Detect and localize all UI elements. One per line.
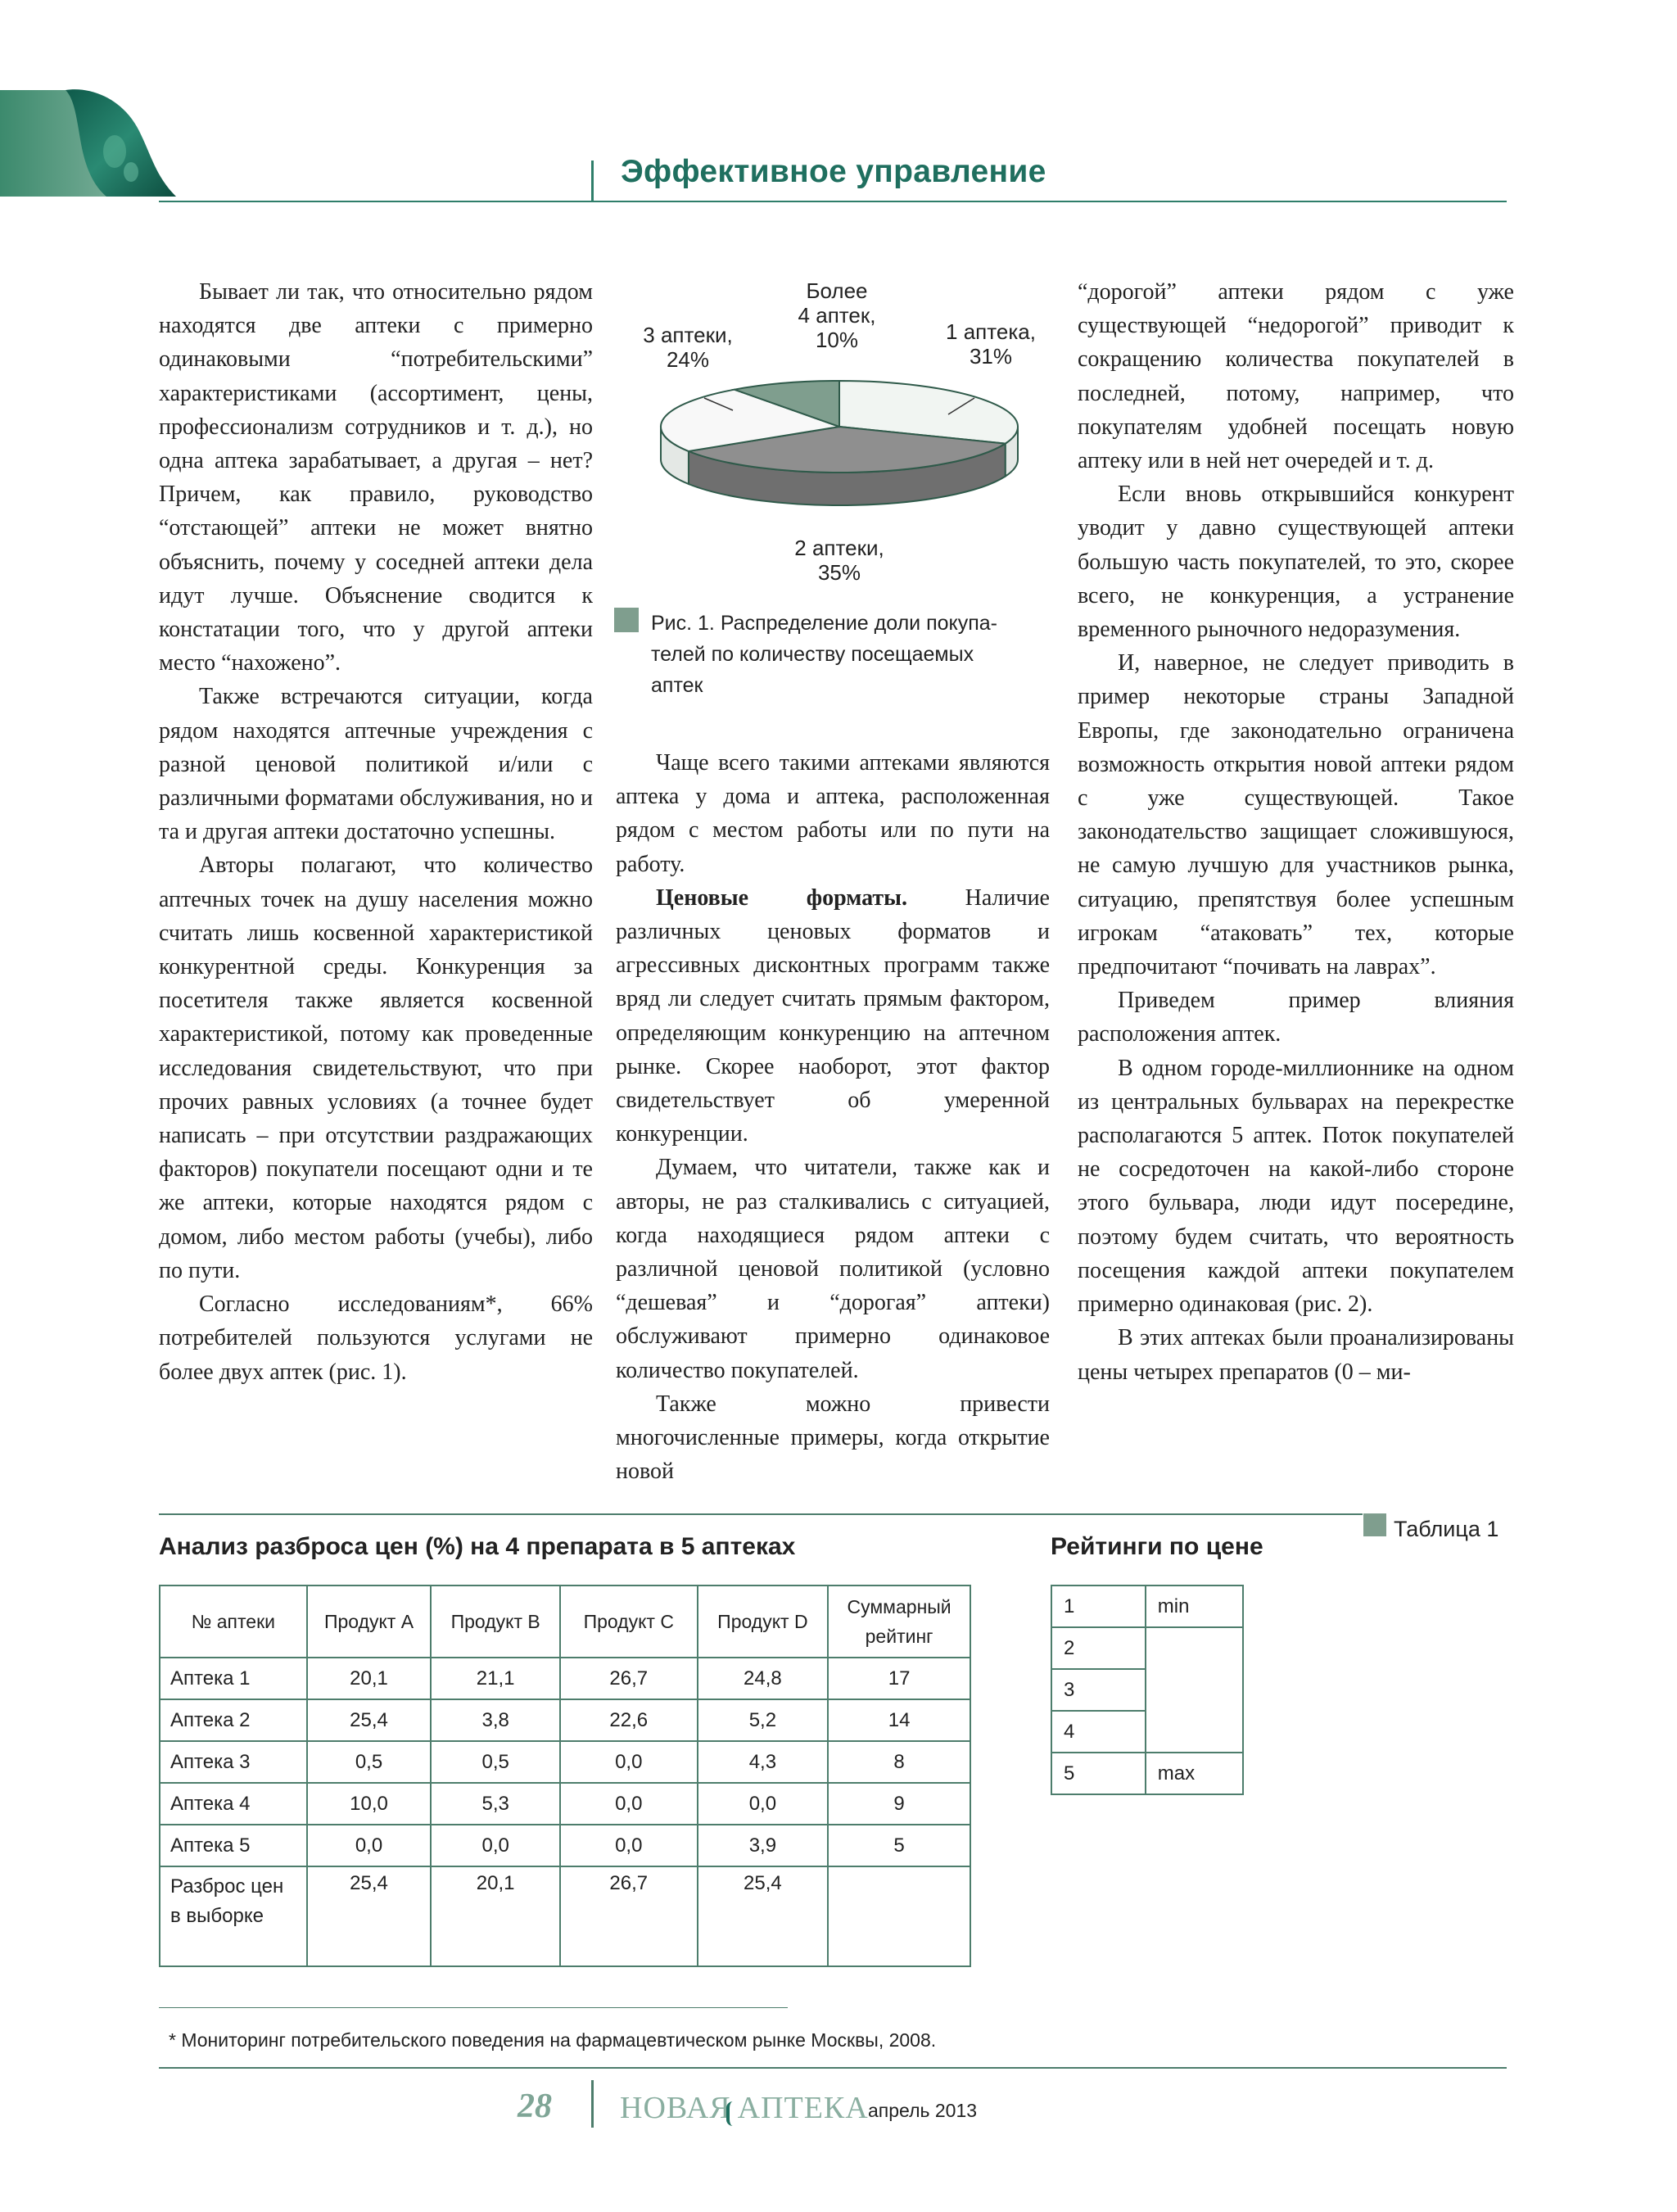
table-row (160, 1825, 970, 1866)
paragraph (616, 881, 1050, 1151)
table-row-spread (160, 1866, 970, 1966)
table-cell: 26,7 (560, 1866, 698, 1966)
section-title: Эффективное управление (621, 154, 1046, 189)
table-cell: 5,2 (698, 1699, 829, 1741)
table-cell: 24,8 (698, 1658, 829, 1699)
paragraph: Приведем пример влияния расположения аптек. (1078, 988, 1514, 1047)
table-cell: 0,0 (560, 1741, 698, 1783)
rank-cell: 4 (1051, 1711, 1146, 1753)
article-column-1 (159, 275, 593, 1389)
table-cell: 0,5 (431, 1741, 560, 1783)
table-cell: 3,9 (698, 1825, 829, 1866)
brand-word: НОВАЯ (620, 2091, 731, 2125)
pie-label-line: 31% (969, 344, 1013, 369)
paragraph: “дорогой” аптеки рядом с уже существующей “недорогой” приводит к сокращению количества покупателей в последней, потому, например, что покупателям удобней посещать новую аптеку или в ней нет очередей и т. д. (1078, 279, 1514, 474)
paragraph: Если вновь открывшийся конкурент уводит у давно существующей аптеки большую часть покупателей, то это, скорее всего, не конкуренция, а устранение временного рыночного недоразумения. (1078, 482, 1514, 643)
table-label-marker (1363, 1513, 1386, 1536)
table-cell: Аптека 4 (160, 1783, 307, 1825)
article-column-2 (616, 746, 1050, 1488)
table-cell: 5,3 (431, 1783, 560, 1825)
pie-chart (622, 275, 1056, 595)
table-cell: 25,4 (698, 1866, 829, 1966)
table-cell: 25,4 (307, 1866, 432, 1966)
footnote: * Мониторинг потребительского поведения на фармацевтическом рынке Москвы, 2008. (169, 2029, 937, 2051)
table-cell: 9 (828, 1783, 970, 1825)
pie-label-3 (798, 278, 876, 352)
pie-label-2 (643, 323, 732, 372)
paragraph: Согласно исследованиям*, 66% потребителей пользуются услугами не более двух аптек (рис. 1). (159, 1291, 593, 1385)
column-header: Продукт С (560, 1585, 698, 1658)
paragraph-text: Наличие различных ценовых форматов и агрессивных дисконтных программ также вряд ли следует считать прямым фактором, определяющим конкуренцию на аптечном рынке. Скорее наоборот, этот фактор свидетельствует об умеренной конкуренции. (616, 884, 1050, 1147)
issue-date: апрель 2013 (868, 2100, 978, 2121)
table-row (160, 1741, 970, 1783)
column-header: № аптеки (160, 1585, 307, 1658)
footer-divider (591, 2080, 594, 2128)
table-cell: Аптека 3 (160, 1741, 307, 1783)
table-cell: 0,0 (431, 1825, 560, 1866)
table-cell: 20,1 (431, 1866, 560, 1966)
pie-label-line: 2 аптеки, (794, 536, 884, 560)
table-cell: 17 (828, 1658, 970, 1699)
table-cell: 0,5 (307, 1741, 432, 1783)
paragraph: И, наверное, не следует приводить в пример некоторые страны Западной Европы, где законодательно ограничена возможность открытия новой аптеки рядом с уже существующей. Такое законодательство защищает сложившуюся, не самую лучшую для участников рынка, ситуацию, препятствуя более успешным игрокам “атаковать” тех, которые предпочитают “почивать на лаврах”. (1078, 650, 1514, 980)
table-cell (828, 1866, 970, 1966)
table-cell: Аптека 1 (160, 1658, 307, 1699)
table-row (1051, 1627, 1243, 1669)
paragraph: Чаще всего такими аптеками являются аптека у дома и аптека, расположенная рядом с местом работы или по пути на работу. (616, 750, 1050, 877)
rank-label-cell: max (1146, 1753, 1243, 1794)
caption-line: телей по количеству посещаемых (651, 643, 974, 666)
table-cell: 0,0 (698, 1783, 829, 1825)
caption-line: Рис. 1. Распределение доли покупа- (651, 612, 998, 635)
table-header-row (160, 1585, 970, 1658)
table-cell: 21,1 (431, 1658, 560, 1699)
rating-table (1051, 1585, 1244, 1795)
rank-cell: 2 (1051, 1627, 1146, 1669)
table-cell: 0,0 (560, 1825, 698, 1866)
table-cell: 14 (828, 1699, 970, 1741)
paragraph: В этих аптеках были проанализированы цены четырех препаратов (0 – ми- (1078, 1325, 1514, 1385)
column-header: Суммарный рейтинг (828, 1585, 970, 1658)
table-cell: 3,8 (431, 1699, 560, 1741)
column-header: Продукт А (307, 1585, 432, 1658)
table-top-rule (159, 1513, 1363, 1515)
rank-label-cell: min (1146, 1585, 1243, 1627)
footnote-rule (159, 2007, 788, 2008)
pie-label-line: 10% (815, 328, 859, 352)
header-rule (159, 201, 1507, 202)
header-divider (591, 161, 594, 201)
pie-label-line: 35% (817, 560, 861, 585)
paragraph: Авторы полагают, что количество аптечных точек на душу населения можно считать лишь косвенной характеристикой конкурентной среды. Конкуренция за посетителя также является косвенной характеристикой, потому как проведенные исследования свидетельствуют, что при прочих равных условиях (а точнее будет написать – при отсутствии раздражающих факторов) покупатели посещают одни и те же аптеки, которые находятся рядом с домом, либо местом работы (учебы), либо по пути. (159, 853, 593, 1283)
table-row (160, 1783, 970, 1825)
column-header: Продукт В (431, 1585, 560, 1658)
pie-label-line: 1 аптека, (946, 319, 1036, 344)
table-cell: 0,0 (307, 1825, 432, 1866)
paragraph: В одном городе-миллионнике на одном из центральных бульварах на перекрестке располагаются 5 аптек. Поток покупателей не сосредоточен на какой-либо стороне этого бульвара, люди идут посередине, поэтому будем считать, что вероятность посещения каждой аптеки покупателем примерно одинаковая (рис. 2). (1078, 1055, 1514, 1318)
table-cell: 22,6 (560, 1699, 698, 1741)
paragraph: Бывает ли так, что относительно рядом находятся две аптеки с примерно одинаковыми “потребительскими” характеристиками (ассортимент, цены, профессионализм сотрудников и т. д.), но одна аптека зарабатывает, а другая – нет? Причем, как правило, руководство “отстающей” аптеки не может внятно объяснить, почему у соседней аптеки дела идут лучше. Объяснение сводится к констатации того, что у другой аптеки место “нахожено”. (159, 279, 593, 676)
table-cell: 20,1 (307, 1658, 432, 1699)
paragraph: Думаем, что читатели, также как и авторы, не раз сталкивались с ситуацией, когда находящиеся рядом аптеки с различной ценовой политикой (условно “дешевая” и “дорогая” аптеки) обслуживают примерно одинаковое количество покупателей. (616, 1155, 1050, 1383)
table-cell: 10,0 (307, 1783, 432, 1825)
rank-cell: 5 (1051, 1753, 1146, 1794)
pie-label-line: 24% (666, 347, 710, 372)
table-cell: Разброс цен в выборке (160, 1866, 307, 1966)
paragraph: Также встречаются ситуации, когда рядом находятся аптечные учреждения с разной ценовой политикой и/или с различными форматами обслуживания, но и та и другая аптеки достаточно успешны. (159, 684, 593, 845)
pie-label-line: 4 аптек, (798, 303, 876, 328)
pie-label-line: Более (806, 278, 868, 303)
table-row (1051, 1585, 1243, 1627)
caption-marker (614, 608, 639, 632)
table-cell: 8 (828, 1741, 970, 1783)
table-cell: 26,7 (560, 1658, 698, 1699)
pie-label-0 (946, 319, 1036, 369)
rank-cell: 1 (1051, 1585, 1146, 1627)
table-cell: 5 (828, 1825, 970, 1866)
subheading: Ценовые форматы. (656, 884, 907, 911)
pie-label-1 (794, 536, 884, 585)
article-column-3 (1078, 275, 1514, 1389)
paragraph: Также можно привести многочисленные примеры, когда открытие новой (616, 1391, 1050, 1485)
figure-caption (651, 608, 1060, 701)
footer-rule (159, 2067, 1507, 2069)
page-number: 28 (518, 2088, 552, 2125)
table-cell: 0,0 (560, 1783, 698, 1825)
rating-table-title: Рейтинги по цене (1051, 1533, 1263, 1560)
price-table-title: Анализ разброса цен (%) на 4 препарата в 5 аптеках (159, 1533, 796, 1560)
brand-word: АПТЕКА (737, 2091, 869, 2125)
column-header: Продукт D (698, 1585, 829, 1658)
table-row (160, 1699, 970, 1741)
table-cell: Аптека 5 (160, 1825, 307, 1866)
table-label: Таблица 1 (1394, 1517, 1499, 1541)
rank-cell: 3 (1051, 1669, 1146, 1711)
table-cell: 4,3 (698, 1741, 829, 1783)
magazine-brand (620, 2090, 869, 2126)
corner-leaf-logo (0, 82, 188, 205)
table-row (1051, 1753, 1243, 1794)
pie-label-line: 3 аптеки, (643, 323, 733, 347)
rank-label-cell (1146, 1627, 1243, 1753)
table-cell: 25,4 (307, 1699, 432, 1741)
table-cell: Аптека 2 (160, 1699, 307, 1741)
caption-line: аптек (651, 674, 703, 697)
table-row (160, 1658, 970, 1699)
price-table (159, 1585, 971, 1967)
